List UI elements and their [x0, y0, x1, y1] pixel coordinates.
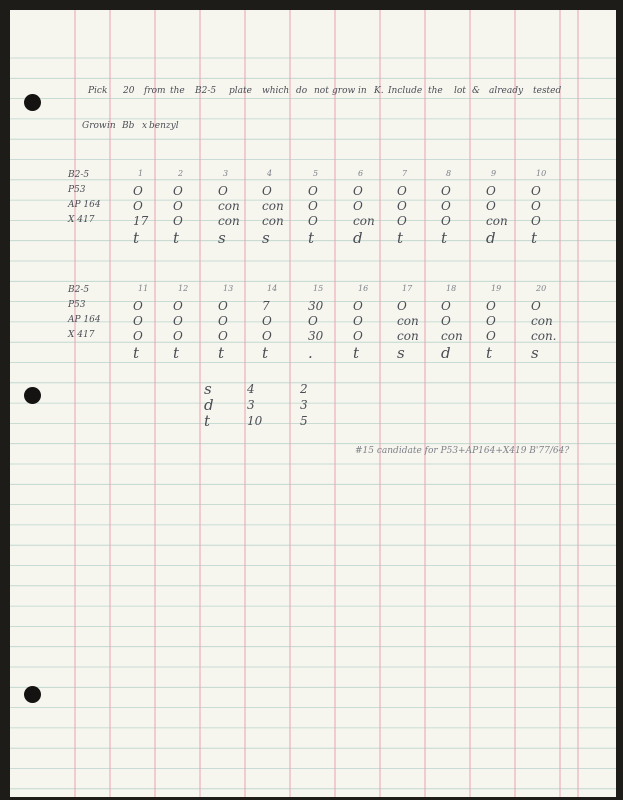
note-word: tested: [533, 86, 562, 96]
cell-value: O: [173, 329, 183, 343]
cell-value: con: [218, 214, 240, 228]
row-label: X 417: [68, 330, 95, 340]
row-label: P53: [68, 300, 86, 310]
cell-value: 30: [308, 299, 324, 313]
punch-hole-middle: [24, 387, 41, 404]
cell-value: 30: [308, 329, 324, 343]
cell-value: O: [262, 329, 272, 343]
note-word: Bb: [122, 121, 135, 131]
cell-value: t: [262, 344, 269, 362]
cell-value: O: [308, 199, 318, 213]
tally-value: 4: [247, 382, 255, 396]
cell-value: t: [308, 229, 315, 247]
note-word: in: [358, 86, 367, 96]
column-number: 1: [138, 169, 144, 178]
column-number: 13: [223, 284, 234, 293]
cell-value: O: [441, 184, 451, 198]
cell-value: O: [397, 199, 407, 213]
cell-value: con.: [531, 329, 557, 343]
row-label: AP 164: [68, 315, 101, 325]
cell-value: O: [441, 214, 451, 228]
note-word: B2-5: [195, 86, 217, 96]
tally-key: t: [204, 412, 211, 430]
cell-value: t: [133, 229, 140, 247]
column-number: 11: [138, 284, 149, 293]
cell-value: O: [441, 299, 451, 313]
row-label: B2-5: [68, 170, 90, 180]
cell-value: O: [262, 314, 272, 328]
cell-value: O: [218, 184, 228, 198]
note-word: lot: [454, 86, 466, 96]
tally-key: d: [204, 396, 214, 414]
note-word: the: [170, 86, 185, 96]
note-word: the: [428, 86, 443, 96]
cell-value: O: [133, 299, 143, 313]
punch-hole-bottom: [24, 686, 41, 703]
cell-value: O: [133, 314, 143, 328]
cell-value: 7: [262, 299, 270, 313]
cell-value: con: [262, 214, 284, 228]
column-number: 16: [358, 284, 369, 293]
cell-value: s: [397, 344, 405, 362]
cell-value: con: [397, 329, 419, 343]
tally-value: 3: [300, 398, 308, 412]
cell-value: O: [486, 299, 496, 313]
cell-value: O: [133, 184, 143, 198]
note-word: grow: [332, 86, 356, 96]
note-word: do: [296, 86, 308, 96]
tally-value: 2: [300, 382, 308, 396]
cell-value: d: [353, 229, 363, 247]
cell-value: con: [441, 329, 463, 343]
cell-value: O: [486, 314, 496, 328]
column-number: 9: [491, 169, 497, 178]
cell-value: O: [218, 329, 228, 343]
column-number: 10: [536, 169, 547, 178]
row-label: AP 164: [68, 200, 101, 210]
cell-value: O: [173, 199, 183, 213]
cell-value: O: [531, 184, 541, 198]
cell-value: O: [441, 199, 451, 213]
cell-value: O: [308, 184, 318, 198]
column-number: 14: [267, 284, 278, 293]
cell-value: O: [308, 214, 318, 228]
cell-value: t: [173, 344, 180, 362]
cell-value: con: [531, 314, 553, 328]
cell-value: con: [486, 214, 508, 228]
tally-value: 10: [247, 414, 263, 428]
cell-value: O: [531, 214, 541, 228]
cell-value: O: [218, 299, 228, 313]
column-number: 5: [313, 169, 319, 178]
column-number: 7: [402, 169, 408, 178]
cell-value: con: [397, 314, 419, 328]
column-number: 17: [402, 284, 413, 293]
row-label: B2-5: [68, 285, 90, 295]
cell-value: t: [218, 344, 225, 362]
cell-value: O: [397, 214, 407, 228]
tally-value: 5: [300, 414, 308, 428]
column-number: 15: [313, 284, 324, 293]
cell-value: O: [218, 314, 228, 328]
cell-value: O: [486, 329, 496, 343]
cell-value: d: [486, 229, 496, 247]
cell-value: O: [486, 199, 496, 213]
cell-value: t: [531, 229, 538, 247]
cell-value: d: [441, 344, 451, 362]
note-word: &: [472, 86, 481, 96]
row-label: X 417: [68, 215, 95, 225]
column-number: 18: [446, 284, 457, 293]
cell-value: 17: [133, 214, 149, 228]
cell-value: .: [308, 344, 313, 362]
cell-value: con: [262, 199, 284, 213]
cell-value: t: [486, 344, 493, 362]
cell-value: t: [353, 344, 360, 362]
cell-value: O: [173, 299, 183, 313]
cell-value: O: [353, 329, 363, 343]
note-word: benzyl: [149, 121, 179, 131]
cell-value: O: [353, 314, 363, 328]
cell-value: s: [218, 229, 226, 247]
column-number: 2: [178, 169, 184, 178]
tally-key: s: [204, 380, 212, 398]
cell-value: t: [397, 229, 404, 247]
cell-value: t: [133, 344, 140, 362]
column-number: 3: [223, 169, 229, 178]
column-number: 19: [491, 284, 502, 293]
note-word: which: [262, 86, 290, 96]
note-word: from: [144, 86, 166, 96]
cell-value: O: [531, 299, 541, 313]
note-word: Include: [388, 86, 423, 96]
note-word: 20: [123, 86, 135, 96]
cell-value: O: [397, 184, 407, 198]
cell-value: t: [173, 229, 180, 247]
note-word: already: [489, 86, 524, 96]
note-word: in: [107, 121, 116, 131]
note-word: K.: [374, 86, 384, 96]
cell-value: O: [441, 314, 451, 328]
column-number: 4: [267, 169, 273, 178]
candidate-annotation: #15 candidate for P53+AP164+X419 B'77/64?: [355, 446, 570, 456]
cell-value: O: [173, 214, 183, 228]
cell-value: O: [173, 314, 183, 328]
cell-value: con: [218, 199, 240, 213]
note-word: Grow: [82, 121, 107, 131]
tally-value: 3: [247, 398, 255, 412]
cell-value: O: [353, 299, 363, 313]
note-word: x: [142, 121, 148, 131]
note-word: Pick: [88, 86, 108, 96]
cell-value: s: [531, 344, 539, 362]
column-number: 6: [358, 169, 364, 178]
cell-value: O: [173, 184, 183, 198]
cell-value: O: [133, 199, 143, 213]
cell-value: O: [397, 299, 407, 313]
cell-value: O: [262, 184, 272, 198]
cell-value: con: [353, 214, 375, 228]
cell-value: O: [308, 314, 318, 328]
note-word: not: [314, 86, 329, 96]
column-number: 20: [536, 284, 547, 293]
cell-value: t: [441, 229, 448, 247]
cell-value: O: [486, 184, 496, 198]
cell-value: O: [353, 199, 363, 213]
cell-value: O: [353, 184, 363, 198]
row-label: P53: [68, 185, 86, 195]
column-number: 8: [446, 169, 452, 178]
note-word: plate: [229, 86, 252, 96]
cell-value: O: [133, 329, 143, 343]
notebook-page: [10, 10, 616, 797]
cell-value: s: [262, 229, 270, 247]
column-number: 12: [178, 284, 189, 293]
punch-hole-top: [24, 94, 41, 111]
cell-value: O: [531, 199, 541, 213]
